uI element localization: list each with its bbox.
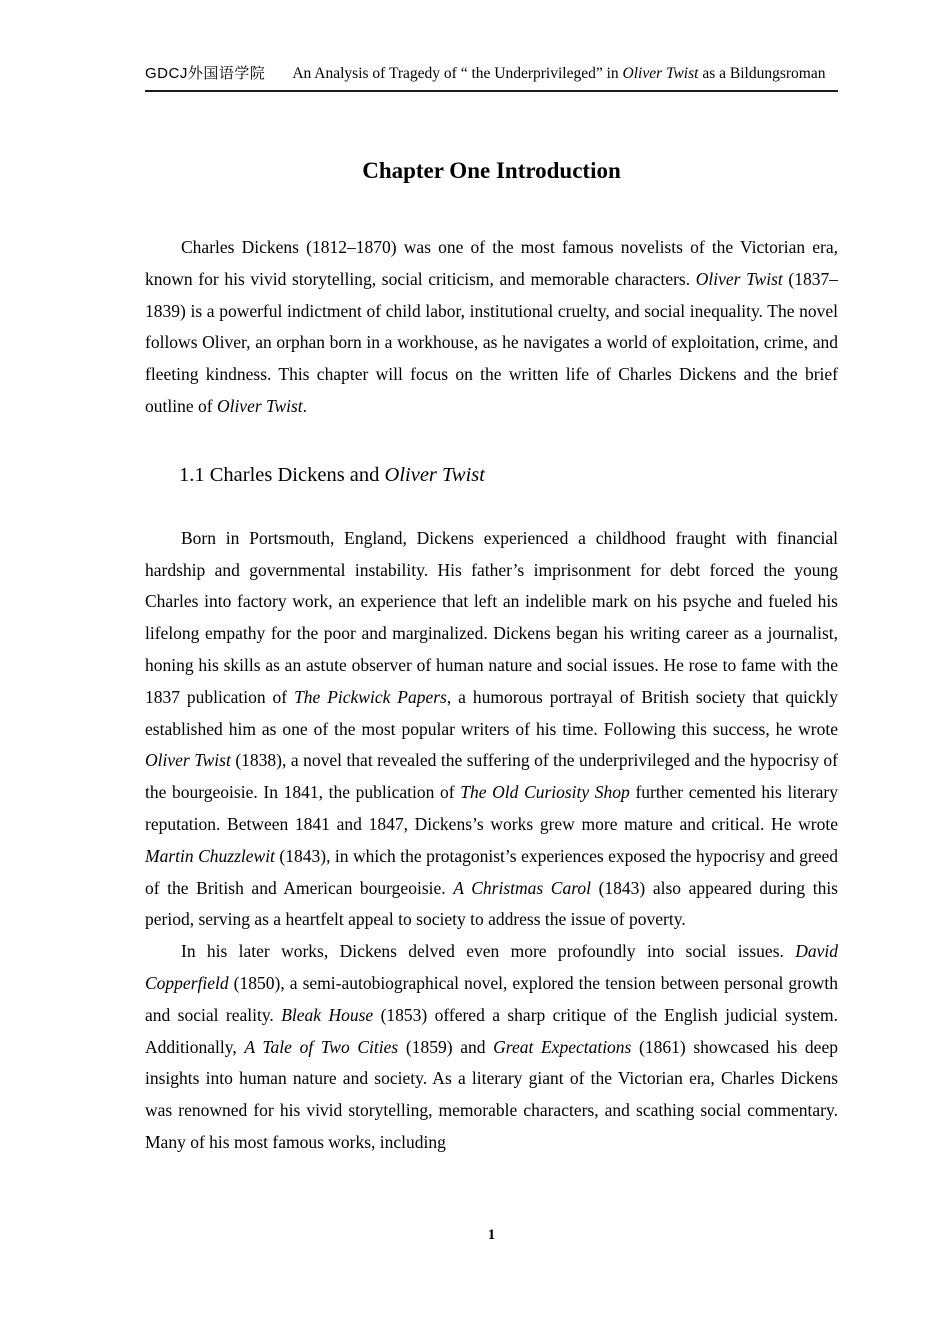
page-header	[145, 0, 838, 92]
paragraph-dickens-later: In his later works, Dickens delved even more profoundly into social issues. David Copperfield (1850), a semi-autobiographical novel, explored the tension between personal growth and social reality. Bleak House (1853) offered a sharp critique of the English judicial system. Additionally, A Tale of Two Cities (1859) and Great Expectations (1861) showcased his deep insights into human nature and society. As a literary giant of the Victorian era, Charles Dickens was renowned for his vivid storytelling, memorable characters, and scathing social commentary. Many of his most famous works, including	[145, 941, 838, 1152]
page-footer	[145, 1226, 838, 1244]
paragraph-intro: Charles Dickens (1812–1870) was one of the most famous novelists of the Victorian era, known for his vivid storytelling, social criticism, and memorable characters. Oliver Twist (1837–1839) is a powerful indictment of child labor, institutional cruelty, and social inequality. The novel follows Oliver, an orphan born in a workhouse, as he navigates a world of exploitation, crime, and fleeting kindness. This chapter will focus on the written life of Charles Dickens and the brief outline of Oliver Twist.	[145, 237, 838, 416]
header-department: GDCJ外国语学院	[145, 65, 266, 82]
chapter-title: Chapter One Introduction	[362, 158, 621, 183]
body-text	[145, 232, 838, 1159]
section-heading-1-1: 1.1 Charles Dickens and Oliver Twist	[179, 463, 485, 486]
header-title: An Analysis of Tragedy of “ the Underprivileged” in Oliver Twist as a Bildungsroman	[292, 65, 826, 82]
paragraph-dickens-early: Born in Portsmouth, England, Dickens experienced a childhood fraught with financial hardship and governmental instability. His father’s imprisonment for debt forced the young Charles into factory work, an experience that left an indelible mark on his psyche and fueled his lifelong empathy for the poor and marginalized. Dickens began his writing career as a journalist, honing his skills as an astute observer of human nature and social issues. He rose to fame with the 1837 publication of The Pickwick Papers, a humorous portrayal of British society that quickly established him as one of the most popular writers of his time. Following this success, he wrote Oliver Twist (1838), a novel that revealed the suffering of the underprivileged and the hypocrisy of the bourgeoisie. In 1841, the publication of The Old Curiosity Shop further cemented his literary reputation. Between 1841 and 1847, Dickens’s works grew more mature and critical. He wrote Martin Chuzzlewit (1843), in which the protagonist’s experiences exposed the hypocrisy and greed of the British and American bourgeoisie. A Christmas Carol (1843) also appeared during this period, serving as a heartfelt appeal to society to address the issue of poverty.	[145, 527, 839, 930]
page-number: 1	[487, 1227, 496, 1243]
document-page	[145, 0, 838, 1344]
